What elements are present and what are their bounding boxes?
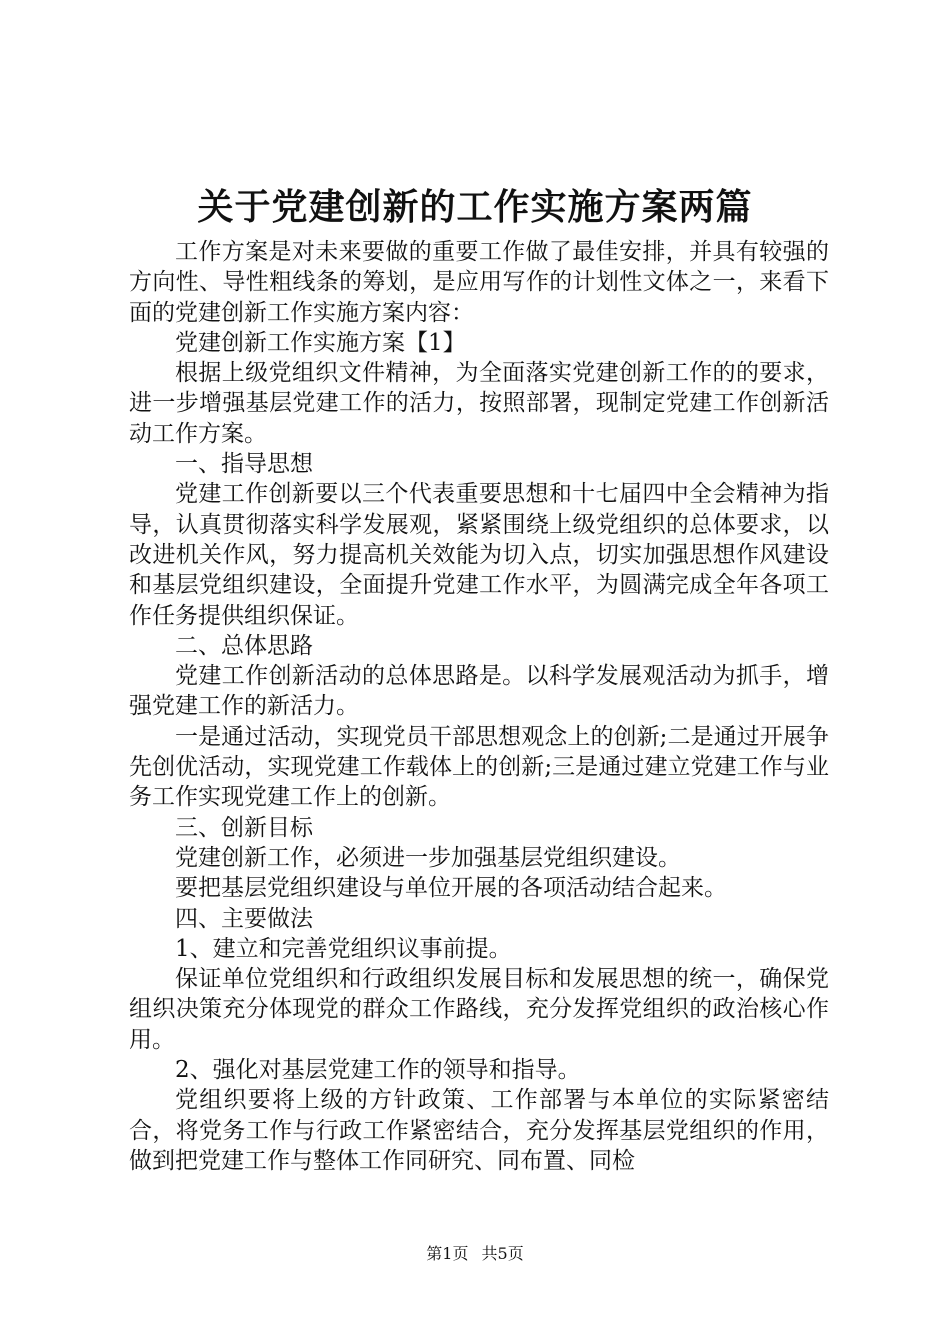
paragraph: 党建创新工作，必须进一步加强基层党组织建设。: [175, 844, 681, 871]
intro-paragraph: 工作方案是对未来要做的重要工作做了最佳安排，并具有较强的方向性、导性粗线条的筹划，是应用写作的计划性文体之一，来看下面的党建创新工作实施方案内容：: [129, 239, 829, 326]
paragraph: 一是通过活动，实现党员干部思想观念上的创新;二是通过开展争先创优活动，实现党建工作载体上的创新;三是通过建立党建工作与业务工作实现党建工作上的创新。: [129, 723, 829, 811]
page-number: 第1页: [426, 1244, 469, 1263]
paragraph: 根据上级党组织文件精神，为全面落实党建创新工作的的要求，进一步增强基层党建工作的活力，按照部署，现制定党建工作创新活动工作方案。: [129, 360, 829, 447]
paragraph: 要把基层党组织建设与单位开展的各项活动结合起来。: [175, 875, 727, 902]
paragraph: 党建工作创新活动的总体思路是。以科学发展观活动为抓手，增强党建工作的新活力。: [129, 663, 829, 720]
section-heading-plan-1: 党建创新工作实施方案【1】: [175, 329, 466, 356]
document-body: [129, 237, 829, 1176]
paragraph: 保证单位党组织和行政组织发展目标和发展思想的统一，确保党组织决策充分体现党的群众工作路线，充分发挥党组织的政治核心作用。: [129, 966, 829, 1053]
paragraph: 党建工作创新要以三个代表重要思想和十七届四中全会精神为指导，认真贯彻落实科学发展观，紧紧围绕上级党组织的总体要求，以改进机关作风，努力提高机关效能为切入点，切实加强思想作风建设和基层党组织建设，全面提升党建工作水平，为圆满完成全年各项工作任务提供组织保证。: [129, 481, 829, 629]
page-footer: [0, 1243, 950, 1265]
subsection-heading-1: 1、建立和完善党组织议事前提。: [175, 935, 512, 962]
section-heading-guiding-ideology: 一、指导思想: [175, 451, 313, 478]
section-heading-innovation-goals: 三、创新目标: [175, 814, 313, 841]
section-heading-overall-approach: 二、总体思路: [175, 632, 313, 659]
section-heading-main-practices: 四、主要做法: [175, 905, 313, 932]
subsection-heading-2: 2、强化对基层党建工作的领导和指导。: [175, 1057, 581, 1084]
paragraph: 党组织要将上级的方针政策、工作部署与本单位的实际紧密结合，将党务工作与行政工作紧密结合，充分发挥基层党组织的作用，做到把党建工作与整体工作同研究、同布置、同检: [129, 1087, 829, 1174]
document-title: 关于党建创新的工作实施方案两篇: [197, 186, 753, 228]
page-total: 共5页: [481, 1244, 524, 1263]
